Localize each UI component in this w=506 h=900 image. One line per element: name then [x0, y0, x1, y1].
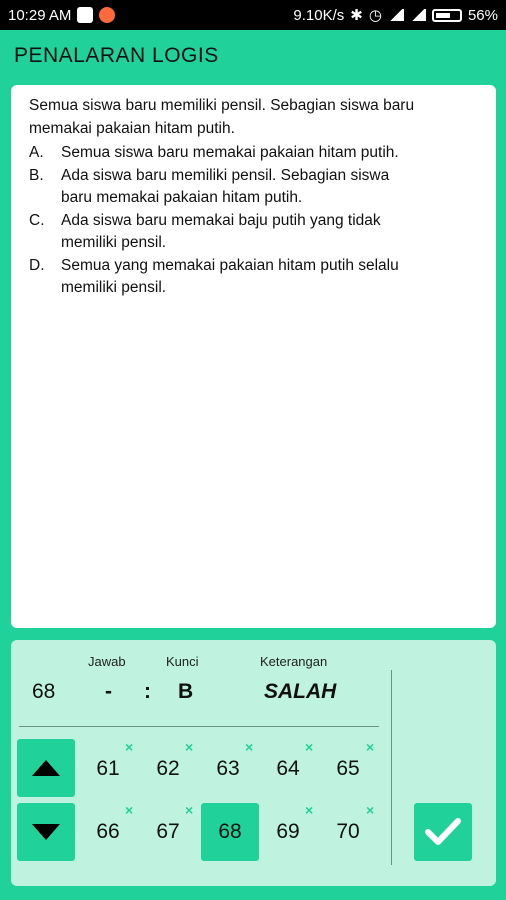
- wrong-mark-icon: ×: [366, 802, 375, 818]
- question-number-67[interactable]: 67: [156, 820, 180, 843]
- kunci-label: Kunci: [166, 654, 199, 669]
- jawab-label: Jawab: [88, 654, 126, 669]
- checkmark-icon: [425, 817, 461, 847]
- status-time: 10:29 AM: [8, 6, 72, 24]
- bluetooth-icon: ✱: [350, 7, 363, 24]
- app-notification-icon: [77, 7, 93, 23]
- answer-panel: [11, 640, 496, 886]
- signal-icon: [410, 9, 426, 21]
- option-text: Semua yang memakai pakaian hitam putih selalu memiliki pensil.: [61, 256, 399, 296]
- colon-separator: :: [144, 680, 151, 703]
- wrong-mark-icon: ×: [366, 739, 375, 755]
- alarm-icon: ◷: [368, 7, 382, 24]
- option-c: [29, 210, 478, 255]
- wrong-mark-icon: ×: [305, 739, 314, 755]
- question-number-64[interactable]: 64: [276, 757, 300, 780]
- wrong-mark-icon: ×: [185, 802, 194, 818]
- previous-button[interactable]: [17, 739, 75, 797]
- question-number-65[interactable]: 65: [336, 757, 360, 780]
- next-button[interactable]: [17, 803, 75, 861]
- page-title: PENALARAN LOGIS: [14, 44, 219, 67]
- question-number-63[interactable]: 63: [216, 757, 240, 780]
- question-number-66[interactable]: 66: [96, 820, 120, 843]
- battery-icon: [432, 9, 462, 22]
- keterangan-value: SALAH: [264, 680, 337, 703]
- wrong-mark-icon: ×: [125, 739, 134, 755]
- triangle-up-icon: [31, 758, 61, 778]
- wrong-mark-icon: ×: [185, 739, 194, 755]
- wrong-mark-icon: ×: [245, 739, 254, 755]
- option-key: B.: [29, 166, 44, 184]
- keterangan-label: Keterangan: [260, 654, 328, 669]
- current-question-number: 68: [32, 680, 56, 703]
- submit-button[interactable]: [414, 803, 472, 861]
- option-a: [29, 142, 478, 165]
- question-number-62[interactable]: 62: [156, 757, 180, 780]
- option-key: D.: [29, 256, 45, 274]
- divider: [19, 726, 379, 727]
- status-bar: [0, 0, 506, 30]
- option-key: C.: [29, 211, 45, 229]
- wrong-mark-icon: ×: [305, 802, 314, 818]
- kunci-value: B: [178, 680, 194, 703]
- question-number-70[interactable]: 70: [336, 820, 360, 843]
- wrong-mark-icon: ×: [125, 802, 134, 818]
- jawab-value: -: [105, 680, 112, 703]
- option-text: Semua siswa baru memakai pakaian hitam putih.: [61, 144, 399, 161]
- question-number-69[interactable]: 69: [276, 820, 300, 843]
- option-key: A.: [29, 144, 44, 161]
- question-number-61[interactable]: 61: [96, 757, 120, 780]
- question-text: Semua siswa baru memiliki pensil. Sebagian siswa baru memakai pakaian hitam putih.: [29, 97, 415, 137]
- question-card: [11, 85, 496, 628]
- network-speed: 9.10K/s: [293, 6, 345, 24]
- option-text: Ada siswa baru memakai baju putih yang tidak memiliki pensil.: [61, 211, 381, 251]
- option-b: [29, 165, 478, 210]
- triangle-down-icon: [31, 822, 61, 842]
- battery-level: 56%: [467, 6, 498, 24]
- option-d: [29, 255, 478, 300]
- wifi-icon: [388, 9, 404, 21]
- question-number-68-selected[interactable]: 68: [201, 803, 259, 861]
- app-notification-icon-2: [99, 7, 115, 23]
- option-text: Ada siswa baru memiliki pensil. Sebagian siswa baru memakai pakaian hitam putih.: [61, 166, 390, 206]
- vertical-divider: [391, 670, 392, 865]
